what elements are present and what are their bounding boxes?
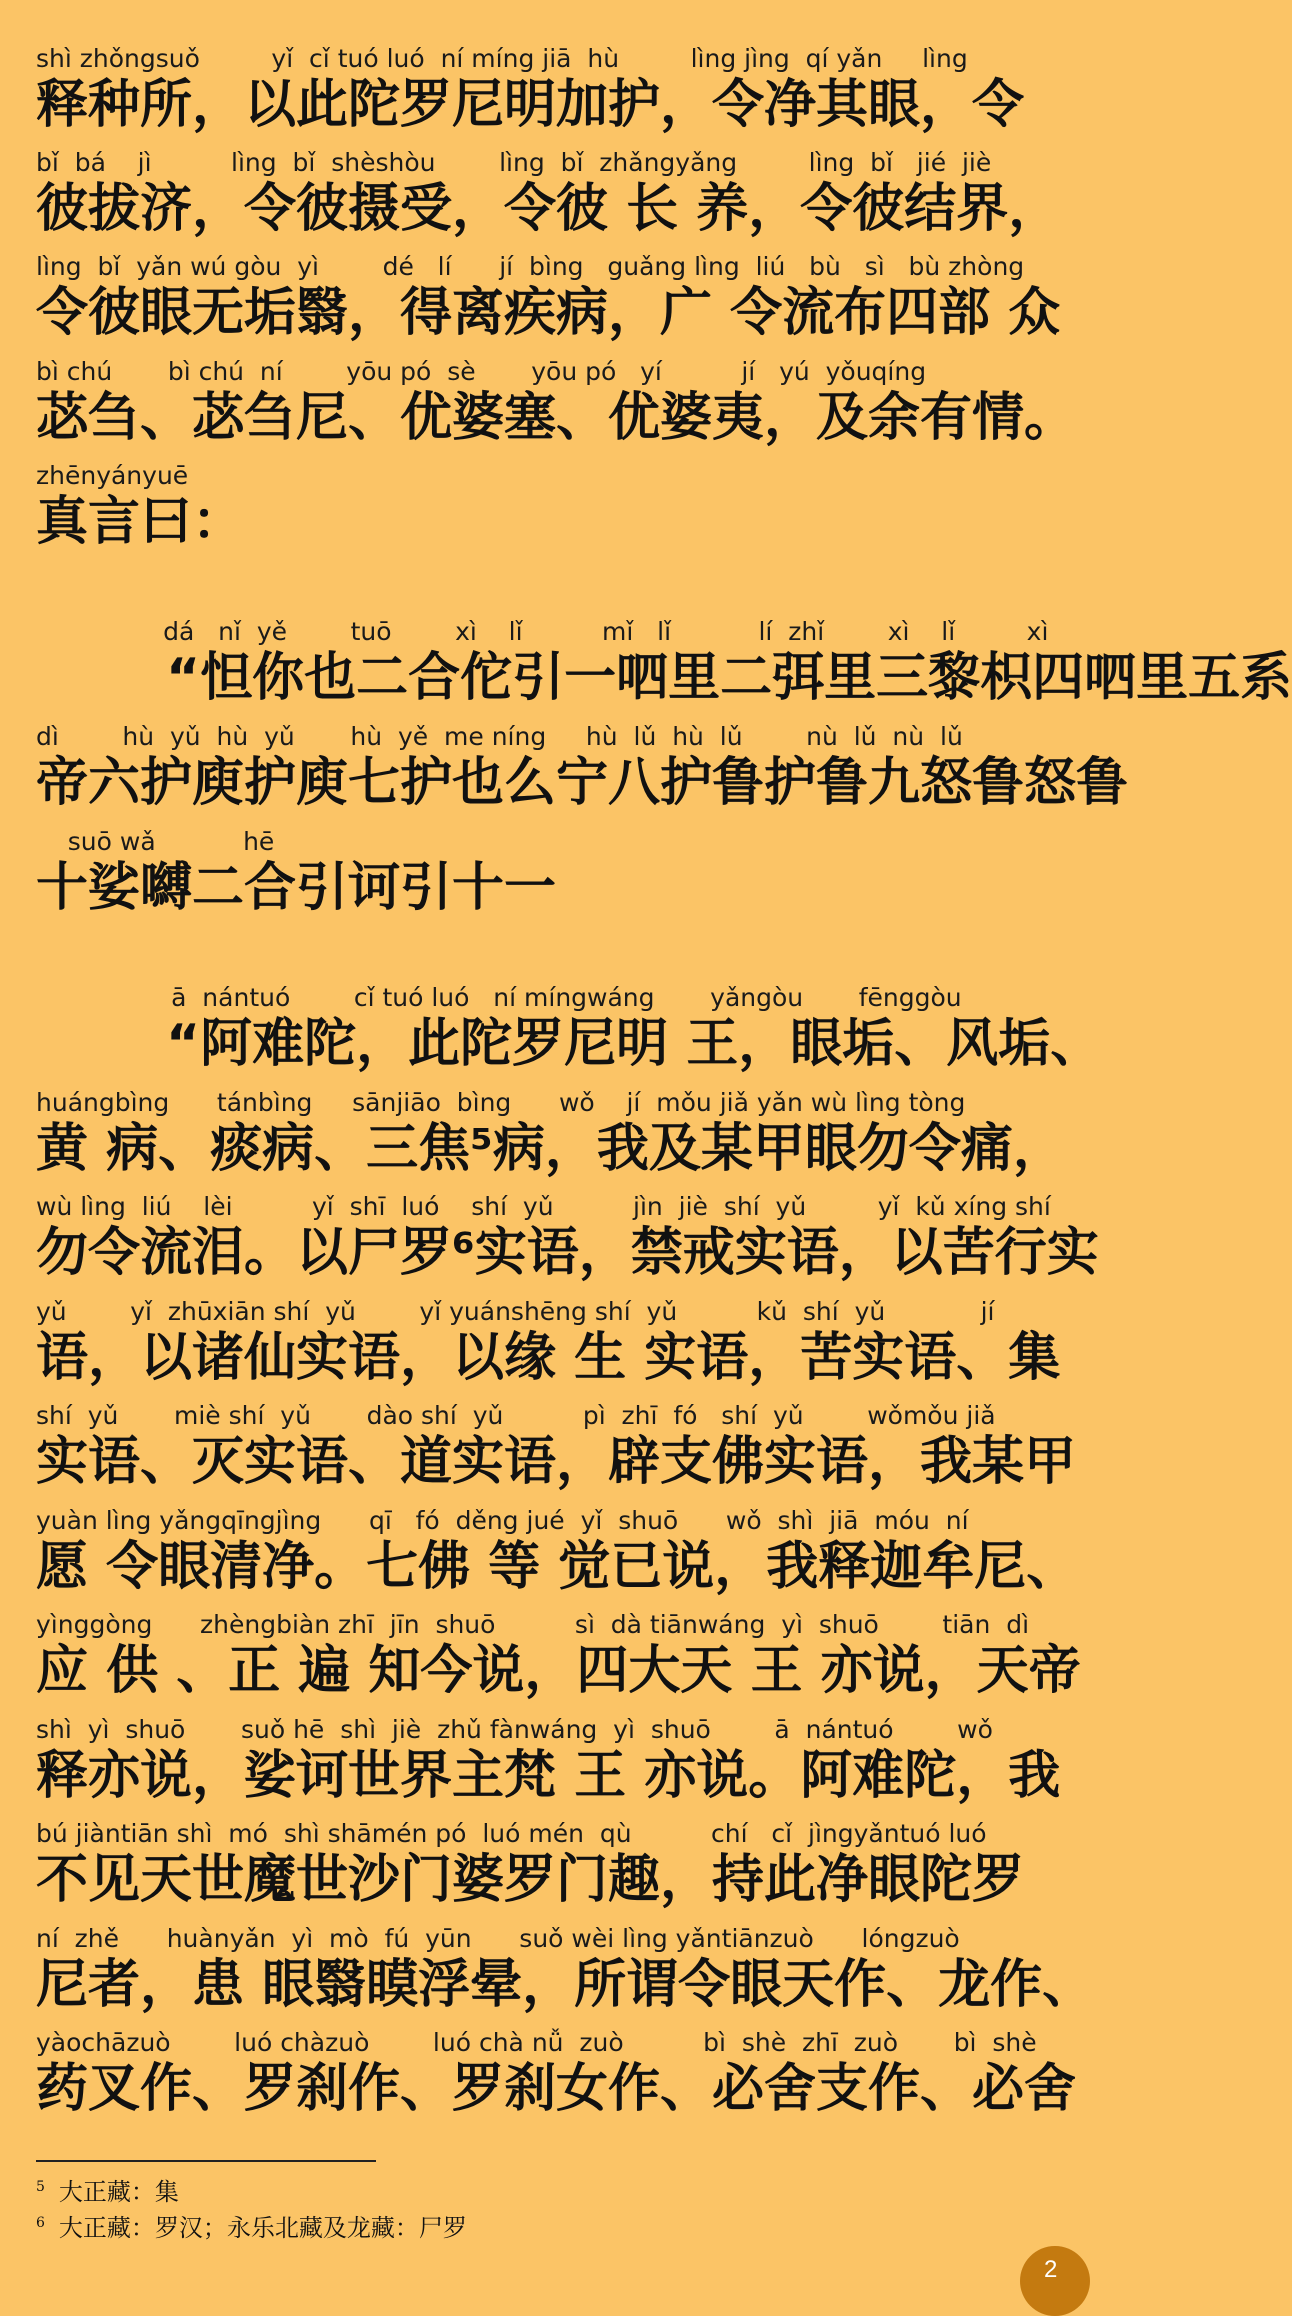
hanzi-line: 彼拔济，令彼摄受，令彼 长 养，令彼结界， xyxy=(36,179,1061,239)
pinyin-line: yǔ yǐ zhūxiān shí yǔ yǐ yuánshēng shí yǔ kǔ shí yǔ jí xyxy=(36,1297,995,1326)
pinyin-line: huángbìng tánbìng sānjiāo bìng wǒ jí mǒu jiǎ yǎn wù lìng tòng xyxy=(36,1088,966,1117)
pinyin-line: dá nǐ yě tuō xì lǐ mǐ lǐ lí zhǐ xì lǐ xì xyxy=(36,617,1049,646)
verse-line xyxy=(36,722,1129,814)
hanzi-line: 帝六护庾护庾七护也么宁八护鲁护鲁九怒鲁怒鲁 xyxy=(36,753,1129,813)
verse-line xyxy=(36,827,1044,919)
page-number-badge: 2 xyxy=(1020,2246,1090,2316)
pinyin-line: shì zhǒngsuǒ yǐ cǐ tuó luó ní míng jiā hù lìng jìng qí yǎn lìng xyxy=(36,44,968,73)
pinyin-line: shì yì shuō suǒ hē shì jiè zhǔ fànwáng yì shuō ā nántuó wǒ xyxy=(36,1715,993,1744)
hanzi-line: 十娑嚩二合引诃引十一 xyxy=(36,858,557,918)
pinyin-line: yuàn lìng yǎngqīngjìng qī fó děng jué yǐ shuō wǒ shì jiā móu ní xyxy=(36,1506,969,1535)
hanzi-line: 释种所，以此陀罗尼明加护，令净其眼，令 xyxy=(36,75,1025,135)
verse-line xyxy=(36,1401,1077,1493)
hanzi-line: 药叉作、罗刹作、罗刹女作、必舍支作、必舍 xyxy=(36,2059,1077,2119)
hanzi-line: 不见天世魔世沙门婆罗门趣，持此净眼陀罗 xyxy=(36,1850,1025,1910)
verse-line xyxy=(36,357,1077,449)
hanzi-line: 应 供 、正 遍 知今说，四大天 王 亦说，天帝 xyxy=(36,1641,1081,1701)
pinyin-line: bǐ bá jì lìng bǐ shèshòu lìng bǐ zhǎngyǎng lìng bǐ jié jiè xyxy=(36,148,992,177)
hanzi-line: 尼者，患 眼翳瞙浮晕，所谓令眼天作、龙作、 xyxy=(36,1955,1095,2015)
pinyin-line: bì chú bì chú ní yōu pó sè yōu pó yí jí yú yǒuqíng xyxy=(36,357,927,386)
verse-line xyxy=(36,617,1292,709)
verse-line xyxy=(36,1610,1081,1702)
footnote-6-number: 6 xyxy=(36,2215,45,2231)
footnote-separator xyxy=(36,2160,376,2162)
pinyin-line: suō wǎ hē xyxy=(36,827,275,856)
verse-line xyxy=(36,1924,1095,2016)
pinyin-line: wù lìng liú lèi yǐ shī luó shí yǔ jìn jiè shí yǔ yǐ kǔ xíng shí xyxy=(36,1192,1051,1221)
pinyin-line: ā nántuó cǐ tuó luó ní míngwáng yǎngòu fēnggòu xyxy=(36,983,962,1012)
footnote-5-text: 大正藏：集 xyxy=(58,2178,179,2206)
verse-line xyxy=(36,1819,1044,1911)
pinyin-line: zhēnyányuē xyxy=(36,461,189,490)
footnote-5-number: 5 xyxy=(36,2179,45,2195)
verse-line xyxy=(36,148,1061,240)
verse-line xyxy=(36,1088,1065,1180)
pinyin-line: lìng bǐ yǎn wú gòu yì dé lí jí bìng guǎng lìng liú bù sì bù zhòng xyxy=(36,252,1025,281)
pinyin-line: yàochāzuò luó chàzuò luó chà nǚ zuò bì shè zhī zuò bì shè xyxy=(36,2028,1037,2057)
pinyin-line: bú jiàntiān shì mó shì shāmén pó luó mén qù chí cǐ jìngyǎntuó luó xyxy=(36,1819,987,1848)
pinyin-line: shí yǔ miè shí yǔ dào shí yǔ pì zhī fó shí yǔ wǒmǒu jiǎ xyxy=(36,1401,996,1430)
footnote-6-text: 大正藏：罗汉；永乐北藏及龙藏：尸罗 xyxy=(58,2214,467,2242)
pinyin-line: ní zhě huànyǎn yì mò fú yūn suǒ wèi lìng yǎntiānzuò lóngzuò xyxy=(36,1924,960,1953)
hanzi-line: “阿难陀，此陀罗尼明 王，眼垢、风垢、 xyxy=(166,1014,1103,1074)
hanzi-line: 释亦说，娑诃世界主梵 王 亦说。阿难陀，我 xyxy=(36,1746,1061,1806)
verse-line xyxy=(36,1297,1061,1389)
pinyin-line: yìnggòng zhèngbiàn zhī jīn shuō sì dà tiānwáng yì shuō tiān dì xyxy=(36,1610,1030,1639)
verse-line xyxy=(36,1715,1061,1807)
hanzi-line: 令彼眼无垢翳，得离疾病，广 令流布四部 众 xyxy=(36,283,1061,343)
hanzi-line: 勿令流泪。以尸罗⁶实语，禁戒实语，以苦行实 xyxy=(36,1223,1099,1283)
hanzi-line: 愿 令眼清净。七佛 等 觉已说，我释迦牟尼、 xyxy=(36,1537,1079,1597)
footnote-6 xyxy=(36,2208,467,2243)
verse-line xyxy=(36,983,1103,1075)
verse-line xyxy=(36,2028,1077,2120)
pinyin-line: dì hù yǔ hù yǔ hù yě me níng hù lǔ hù lǔ nù lǔ nù lǔ xyxy=(36,722,963,751)
footnote-5 xyxy=(36,2172,179,2207)
hanzi-line: 实语、灭实语、道实语，辟支佛实语，我某甲 xyxy=(36,1432,1077,1492)
verse-line xyxy=(36,1506,1079,1598)
hanzi-line: 语，以诸仙实语，以缘 生 实语，苦实语、集 xyxy=(36,1328,1061,1388)
hanzi-line: 黄 病、痰病、三焦⁵病，我及某甲眼勿令痛， xyxy=(36,1119,1065,1179)
verse-line xyxy=(36,44,1044,136)
hanzi-line: 真言曰： xyxy=(36,492,245,552)
hanzi-line: 苾刍、苾刍尼、优婆塞、优婆夷，及余有情。 xyxy=(36,388,1077,448)
verse-line xyxy=(36,1192,1099,1284)
verse-line xyxy=(36,252,1061,344)
verse-line xyxy=(36,461,1044,553)
hanzi-line: “怛你也二合佗引一呬里二弭里三黎枳四呬里五系 xyxy=(166,648,1292,708)
